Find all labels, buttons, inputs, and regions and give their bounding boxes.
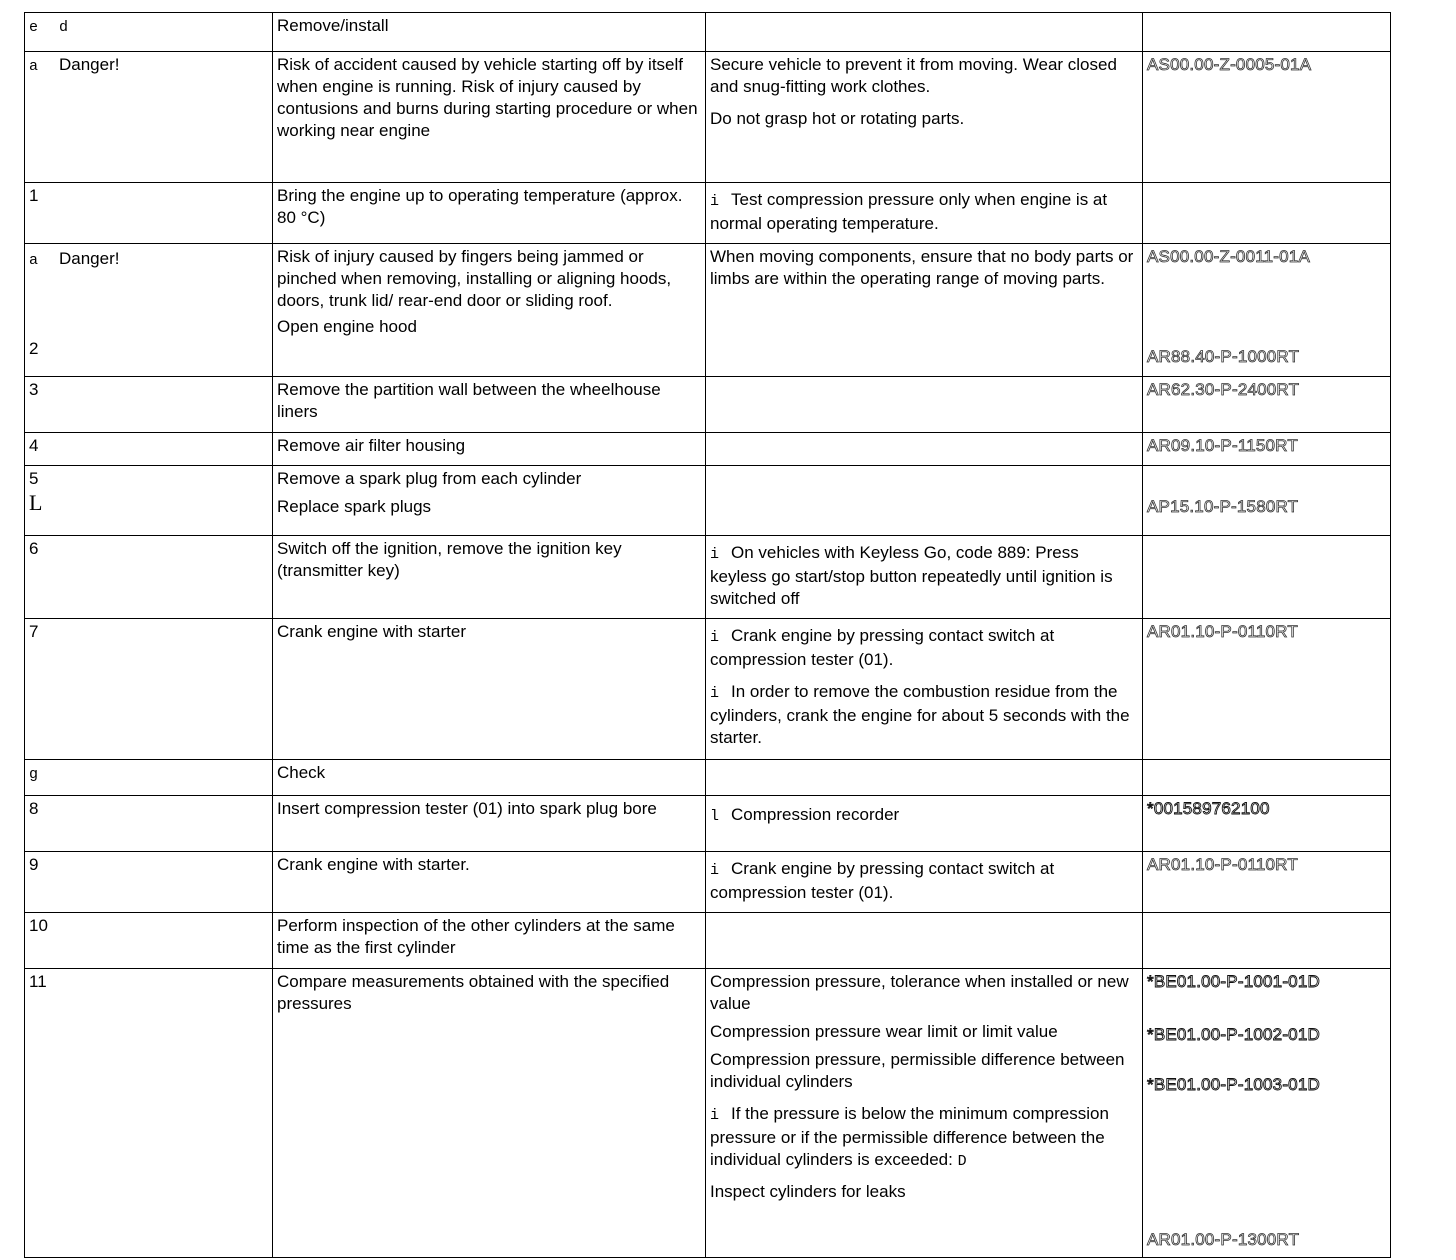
note-text: Compression recorder: [731, 805, 900, 824]
note-text: In order to remove the combustion residue from the cylinders, crank the engine for about 5 seconds with the starter.: [710, 682, 1130, 747]
danger-label: Danger!: [59, 55, 120, 74]
step-number: 3: [25, 377, 273, 433]
step-number: 4: [25, 433, 273, 466]
operation-cell: Crank engine with starter: [273, 619, 706, 760]
note-text: Compression pressure, permissible difference between individual cylinders: [710, 1050, 1125, 1091]
remove-install-symbol: d: [59, 19, 69, 36]
info-icon: i: [710, 685, 720, 702]
note-cell: When moving components, ensure that no body parts or limbs are within the operating range of moving parts.: [706, 244, 1143, 377]
table-row: [25, 377, 1391, 433]
check-icon: g: [29, 766, 39, 783]
reference-link[interactable]: AS00.00-Z-0005-01A: [1147, 55, 1312, 74]
note-cell: [706, 13, 1143, 52]
reference-cell: [1143, 433, 1391, 466]
check-cell: [25, 760, 273, 796]
step-number: 10: [25, 913, 273, 969]
info-icon: i: [710, 629, 720, 646]
reference-link[interactable]: AR88.40-P-1000RT: [1147, 347, 1300, 366]
step-number: 11: [25, 969, 273, 1258]
note-text: Secure vehicle to prevent it from moving. Wear closed and snug-fitting work clothes.: [710, 55, 1117, 96]
note-cell: [706, 760, 1143, 796]
operation-cell: [273, 244, 706, 377]
reference-link[interactable]: AR01.10-P-0110RT: [1147, 855, 1298, 874]
reference-link[interactable]: AR09.10-P-1150RT: [1147, 436, 1298, 455]
reference-cell: [1143, 852, 1391, 913]
operation-cell: [273, 466, 706, 536]
danger-label: Danger!: [59, 249, 120, 268]
step-number: 1: [25, 183, 273, 244]
table-row: [25, 52, 1391, 183]
reference-link[interactable]: AP15.10-P-1580RT: [1147, 497, 1299, 516]
step-cell: [25, 52, 273, 183]
continue-symbol: D: [957, 1153, 967, 1170]
table-row: [25, 760, 1391, 796]
danger-icon: a: [29, 58, 39, 75]
operation-cell: Crank engine with starter.: [273, 852, 706, 913]
reference-link[interactable]: AS00.00-Z-0011-01A: [1147, 247, 1310, 266]
note-text: If the pressure is below the minimum compression pressure or if the permissible difference between the individual cylinders is exceeded:: [710, 1104, 1109, 1169]
note-cell: [706, 183, 1143, 244]
note-cell: [706, 619, 1143, 760]
reference-cell: [1143, 619, 1391, 760]
note-text: Crank engine by pressing contact switch at compression tester (01).: [710, 859, 1055, 902]
note-cell: [706, 377, 1143, 433]
operation-cell: Switch off the ignition, remove the ignition key (transmitter key): [273, 536, 706, 619]
info-icon: i: [710, 546, 720, 563]
operation-text: Remove a spark plug from each cylinder: [277, 469, 582, 488]
tool-icon: l: [710, 808, 720, 825]
reference-cell: [1143, 183, 1391, 244]
reference-cell: [1143, 244, 1391, 377]
note-cell: [706, 969, 1143, 1258]
reference-cell: [1143, 377, 1391, 433]
reference-cell: [1143, 760, 1391, 796]
reference-cell: [1143, 13, 1391, 52]
danger-icon: a: [29, 252, 39, 269]
note-cell: [706, 852, 1143, 913]
operation-cell: Check: [273, 760, 706, 796]
note-text: Compression pressure, tolerance when installed or new value: [710, 972, 1129, 1013]
table-row: [25, 183, 1391, 244]
note-text: Test compression pressure only when engine is at normal operating temperature.: [710, 190, 1108, 233]
step-number: 9: [25, 852, 273, 913]
note-cell: [706, 796, 1143, 852]
reference-link[interactable]: AR01.00-P-1300RT: [1147, 1230, 1300, 1249]
reference-cell: [1143, 969, 1391, 1258]
operation-cell: Remove air filter housing: [273, 433, 706, 466]
reference-cell: [1143, 466, 1391, 536]
table-row: [25, 433, 1391, 466]
operation-cell: Remove/install: [273, 13, 706, 52]
table-row: [25, 466, 1391, 536]
table-row: [25, 969, 1391, 1258]
reference-link[interactable]: AR62.30-P-2400RT: [1147, 380, 1300, 399]
reference-link[interactable]: *BE01.00-P-1003-01D: [1147, 1075, 1320, 1094]
note-text: Do not grasp hot or rotating parts.: [710, 109, 965, 128]
table-row: [25, 619, 1391, 760]
reference-cell: [1143, 796, 1391, 852]
reference-link[interactable]: *BE01.00-P-1001-01D: [1147, 972, 1320, 991]
operation-cell: Insert compression tester (01) into spark plug bore: [273, 796, 706, 852]
reference-link[interactable]: AR01.10-P-0110RT: [1147, 622, 1298, 641]
reference-link[interactable]: *BE01.00-P-1002-01D: [1147, 1025, 1320, 1044]
info-icon: i: [710, 862, 720, 879]
operation-text: Replace spark plugs: [277, 497, 432, 516]
table-row: [25, 244, 1391, 377]
note-cell: [706, 536, 1143, 619]
info-icon: i: [710, 193, 720, 210]
table-row: [25, 536, 1391, 619]
info-icon: i: [710, 1107, 720, 1124]
operation-cell: Perform inspection of the other cylinders at the same time as the first cylinder: [273, 913, 706, 969]
table-row: [25, 796, 1391, 852]
note-text: On vehicles with Keyless Go, code 889: Press keyless go start/stop button repeatedly until ignition is switched off: [710, 543, 1113, 608]
step-cell: [25, 244, 273, 377]
table-row: [25, 852, 1391, 913]
step-cell: [25, 13, 273, 52]
operation-cell: Compare measurements obtained with the specified pressures: [273, 969, 706, 1258]
reference-cell: [1143, 913, 1391, 969]
note-cell: [706, 433, 1143, 466]
operation-text: Risk of injury caused by fingers being jammed or pinched when removing, installing or aligning hoods, doors, trunk lid/ rear-end door or sliding roof.: [277, 247, 672, 310]
reference-cell: [1143, 52, 1391, 183]
table-row: [25, 913, 1391, 969]
remove-install-symbol: e: [29, 19, 39, 36]
note-cell: [706, 52, 1143, 183]
table-row: [25, 13, 1391, 52]
note-text: Compression pressure wear limit or limit value: [710, 1022, 1058, 1041]
operation-cell: Remove the partition wall between the wheelhouse liners: [273, 377, 706, 433]
operation-cell: Risk of accident caused by vehicle starting off by itself when engine is running. Risk of injury caused by contusions and burns during starting procedure or when working near engine: [273, 52, 706, 183]
operation-cell: Bring the engine up to operating temperature (approx. 80 °C): [273, 183, 706, 244]
reference-link[interactable]: *001589762100: [1147, 799, 1270, 818]
operation-text: Open engine hood: [277, 317, 417, 336]
procedure-table: [24, 12, 1391, 1258]
step-cell: [25, 466, 273, 536]
step-number: 8: [25, 796, 273, 852]
step-number: 2: [29, 339, 39, 358]
note-text: Crank engine by pressing contact switch at compression tester (01).: [710, 626, 1055, 669]
note-text: Inspect cylinders for leaks: [710, 1182, 906, 1201]
step-number: 7: [25, 619, 273, 760]
step-number: 6: [25, 536, 273, 619]
note-cell: [706, 913, 1143, 969]
note-cell: [706, 466, 1143, 536]
reference-cell: [1143, 536, 1391, 619]
step-number: 5: [29, 469, 39, 488]
replace-part-symbol: L: [29, 490, 43, 515]
